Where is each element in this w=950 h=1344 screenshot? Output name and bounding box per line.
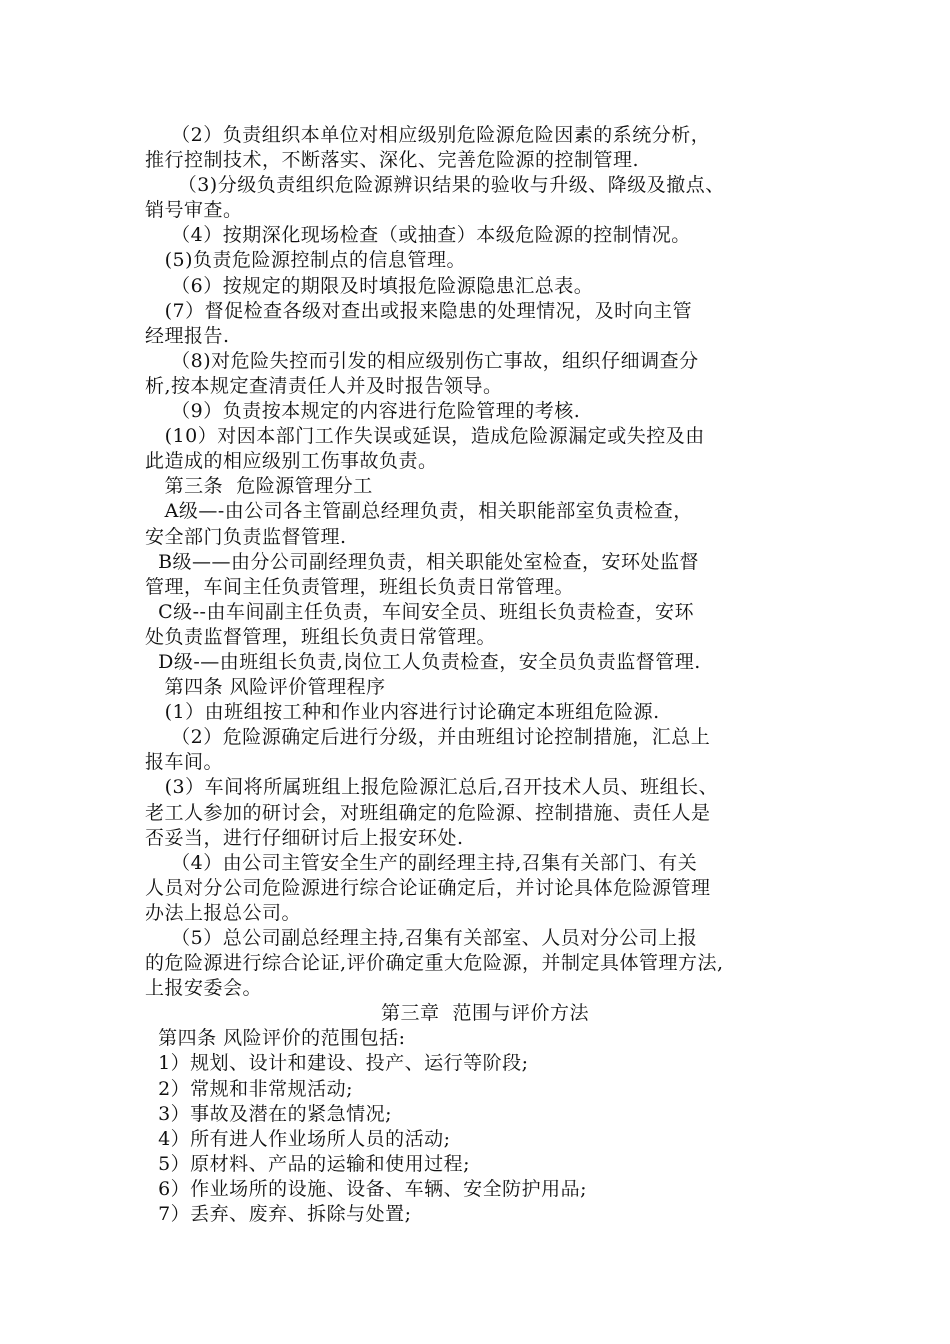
text-line: （8)对危险失控而引发的相应级别伤亡事故，组织仔细调查分 (145, 349, 699, 372)
text-line: 5）原材料、产品的运输和使用过程; (145, 1152, 471, 1175)
text-line: 上报安委会。 (145, 977, 263, 1000)
text-line: (3）车间将所属班组上报危险源汇总后,召开技术人员、班组长、 (145, 776, 719, 799)
text-line: 第四条 风险评价管理程序 (145, 676, 386, 699)
text-line: 管理，车间主任负责管理，班组长负责日常管理。 (145, 575, 575, 598)
text-line: （6）按规定的期限及时填报危险源隐患汇总表。 (145, 274, 594, 297)
text-line: D级-—由班组长负责,岗位工人负责检查，安全员负责监督管理. (145, 650, 701, 673)
chapter-heading: 第三章 范围与评价方法 (380, 1002, 590, 1025)
text-line: (7）督促检查各级对查出或报来隐患的处理情况，及时向主管 (145, 299, 693, 322)
text-line: 办法上报总公司。 (145, 901, 302, 924)
text-line: 第三条 危险源管理分工 (145, 475, 373, 498)
text-line: （9）负责按本规定的内容进行危险管理的考核. (145, 400, 581, 423)
text-line: （3)分级负责组织危险源辨识结果的验收与升级、降级及撤点、 (145, 174, 725, 197)
text-line: A级—-由公司各主管副总经理负责，相关职能部室负责检查， (145, 500, 693, 523)
text-line: （2）危险源确定后进行分级，并由班组讨论控制措施，汇总上 (145, 726, 711, 749)
text-line: 否妥当，进行仔细研讨后上报安环处. (145, 826, 464, 849)
text-line: （2）负责组织本单位对相应级别危险源危险因素的系统分析， (145, 124, 711, 146)
text-line: (10）对因本部门工作失误或延误，造成危险源漏定或失控及由 (145, 425, 705, 448)
text-line: (5)负责危险源控制点的信息管理。 (145, 249, 467, 272)
text-line: 2）常规和非常规活动; (145, 1077, 354, 1100)
text-line: 的危险源进行综合论证,评价确定重大危险源，并制定具体管理方法, (145, 952, 724, 975)
text-line: （5）总公司副总经理主持,召集有关部室、人员对分公司上报 (145, 927, 698, 949)
text-line: 1）规划、设计和建设、投产、运行等阶段; (145, 1052, 529, 1075)
text-line: (1）由班组按工种和作业内容进行讨论确定本班组危险源. (145, 701, 660, 724)
text-line: B级——由分公司副经理负责，相关职能处室检查，安环处监督 (145, 550, 700, 573)
text-line: 7）丢弃、废弃、拆除与处置; (145, 1203, 412, 1226)
text-line: C级--由车间副主任负责，车间安全员、班组长负责检查，安环 (145, 600, 694, 623)
text-line: 3）事故及潜在的紧急情况; (145, 1102, 393, 1125)
text-line: 析,按本规定查清责任人并及时报告领导。 (145, 374, 503, 397)
text-line: 报车间。 (145, 751, 224, 774)
text-line: （4）按期深化现场检查（或抽查）本级危险源的控制情况。 (145, 224, 691, 247)
text-line: 销号审查。 (145, 199, 243, 222)
text-line: 4）所有进人作业场所人员的活动; (145, 1127, 451, 1150)
text-line: 经理报告. (145, 324, 230, 347)
text-line: 人员对分公司危险源进行综合论证确定后，并讨论具体危险源管理 (145, 876, 711, 899)
text-line: 此造成的相应级别工伤事故负责。 (145, 450, 438, 473)
text-line: 安全部门负责监督管理. (145, 525, 347, 548)
text-line: 6）作业场所的设施、设备、车辆、安全防护用品; (145, 1177, 588, 1200)
text-line: 处负责监督管理，班组长负责日常管理。 (145, 625, 497, 648)
text-line: 第四条 风险评价的范围包括: (145, 1027, 406, 1050)
text-line: （4）由公司主管安全生产的副经理主持,召集有关部门、有关 (145, 851, 698, 874)
text-line: 推行控制技术，不断落实、深化、完善危险源的控制管理. (145, 149, 640, 172)
text-line: 老工人参加的研讨会，对班组确定的危险源、控制措施、责任人是 (145, 801, 711, 824)
document-body (145, 123, 825, 1227)
